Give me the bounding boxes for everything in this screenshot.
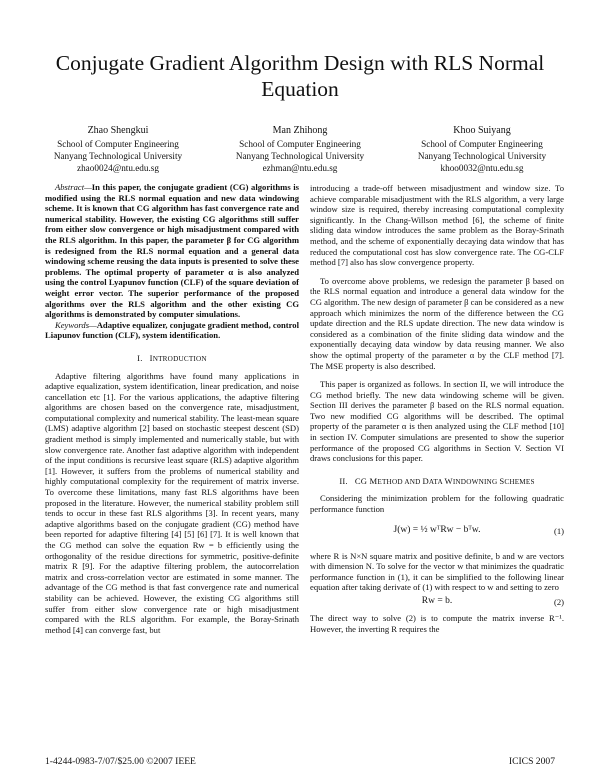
equation-2-body: Rw = b. (421, 596, 453, 606)
equation-2 (310, 596, 564, 610)
equation-1 (310, 521, 564, 547)
author-univ: Nanyang Technological University (417, 151, 547, 161)
abstract-text: In this paper, the conjugate gradient (CG) algorithms is modified using the RLS normal equation and new data windowing scheme. It is known that CG algorithm has fast convergence rate and numerical stability. However, the existing CG algorithms still suffer from either slow convergence or high misadjustment compared with the RLS algorithm. In this paper, the parameter β for CG algorithm is redesigned from the RLS normal equation and a general data windowing scheme reusing the data inputs is presented to solve these problems. The optimal property of parameter α is also analyzed using the control Lyapunov function (CLF) of the square deviation of weight error vector. The superior performance of the proposed algorithms over the RLS algorithm and the other existing CG algorithms is demonstrated by computer simulations. (45, 182, 299, 320)
intro-paragraph-2: introducing a trade-off between misadjustment and window size. To achieve comparable misadjustment with the RLS algorithm, a very large window size is required, thereby increasing computational complexity significantly. In the Chang-Willson method [6], the scheme of finite sliding data window introduces the same problem as the Boray-Srinath method, and the scheme of exponentially decaying data window that has reduced the computational cost has slow convergence rate. The CG-CLF method [7] also has slow convergence property. (310, 183, 564, 268)
cg-paragraph-1: Considering the minimization problem for the following quadratic performance function (310, 493, 564, 515)
intro-paragraph-1: Adaptive filtering algorithms have found many applications in adaptive equalization, system identification, linear predication, and noise cancellation etc [1]. For the various applications, the adaptive filtering algorithms are chosen based on the convergence rate, misadjustment, computational complexity and numerical stability. The least-mean square (LMS) adaptive algorithm [2] based on stochastic steepest descent (SD) gradient method is simply implemented and numerically stable, but with slow convergence rate. Another fast adaptive algorithm with independent of the input conditions is recursive least square (RLS) adaptive algorithm [1]. However, it suffers from the problems of numerical stability and highly computational complexity for the requirement of matrix inverse. To overcome these limitations, many fast RLS algorithms have been proposed in the literature. However, the numerical stability problem still tends to occur in these fast RLS algorithms [3]. In recent years, many adaptive algorithms based on the conjugate gradient (CG) method have been reported for adaptive filtering [4] [5] [6] [7]. It is well known that the CG method can solve the equation Rw = b efficiently using the orthogonality of the residue directions for symmetric, positive-definite matrix R [9]. For the adaptive filtering problem, the autocorrelation matrix and cross-correlation vector are estimated in some manner. The advantage of the CG method is that fast convergence rate and numerical stability can be achieved. However, the existing CG algorithms still suffer from either slow convergence rate or high misadjustment compared with the RLS algorithm. For example, the Boray-Srinath method [4] can converge fast, but (45, 370, 299, 635)
footer-conference: ICICS 2007 (508, 756, 555, 767)
equation-2-number: (2) (553, 597, 564, 607)
author-3 (392, 125, 572, 174)
author-dept: School of Computer Engineering (421, 139, 543, 149)
intro-paragraph-3: To overcome above problems, we redesign the parameter β based on the RLS normal equation and introduce a general data window for the CG algorithm. The new design of parameter β can be considered as a new approach which minimizes the norm of the difference between the CG update direction and the RLS update direction. The new data window is considered as a combination of the finite sliding data window and the exponentially decaying data window by data reusing manner. We also show the optimal property of the parameter α by the CLF method [7]. The MSE property is also described. (310, 275, 564, 371)
section-heading-introduction: I. INTRODUCTION (137, 352, 207, 363)
author-2 (210, 125, 390, 174)
abstract (45, 182, 299, 320)
author-block (28, 125, 572, 174)
cg-paragraph-3: The direct way to solve (2) is to compute the matrix inverse R⁻¹. However, the inverting R requires the (310, 613, 564, 634)
author-name: Zhao Shengkui (87, 125, 149, 136)
author-univ: Nanyang Technological University (235, 151, 365, 161)
author-name: Khoo Suiyang (453, 125, 511, 136)
intro-paragraph-4: This paper is organized as follows. In section II, we will introduce the CG method briefly. The new data windowing scheme will be given. Section III derives the parameter β based on the RLS normal equation. Two new modified CG algorithms will be described. The optimal property of the parameter α is then analyzed using the CLF method [10] in section IV. Computer simulations are presented to show the superior performance of the proposed CG algorithms in Section V. Section VI draws conclusions for this paper. (310, 379, 564, 464)
abstract-label: Abstract— (55, 182, 92, 192)
author-1 (28, 125, 208, 174)
keywords-text: Adaptive equalizer, conjugate gradient method, control Liapunov function (CLF), system identification. (45, 319, 299, 341)
author-dept: School of Computer Engineering (57, 139, 179, 149)
author-name: Man Zhihong (272, 125, 328, 136)
paper-title: Conjugate Gradient Algorithm Design with RLS Normal Equation (55, 51, 545, 101)
author-email: zhao0024@ntu.edu.sg (77, 163, 159, 173)
keywords-label: Keywords— (55, 319, 97, 330)
equation-1-number: (1) (553, 525, 564, 536)
section-heading-cg-method: II. CG METHOD AND DATA WINDOWNING SCHEMES (339, 475, 535, 486)
author-dept: School of Computer Engineering (239, 139, 361, 149)
author-email: ezhman@ntu.edu.sg (262, 163, 338, 173)
left-column (45, 182, 299, 635)
author-email: khoo0032@ntu.edu.sg (440, 163, 524, 173)
footer-copyright: 1-4244-0983-7/07/$25.00 ©2007 IEEE (45, 756, 196, 767)
equation-1-body: J(w) = ½ wᵀRw − bᵀw. (393, 524, 481, 535)
author-univ: Nanyang Technological University (53, 151, 183, 161)
right-column (310, 183, 564, 634)
cg-paragraph-2: where R is N×N square matrix and positive definite, b and w are vectors with dimension N. To solve for the vector w that minimizes the quadratic performance function in (1), it can be simplified to the following linear equation after taking derivate of (1) with respect to w and setting to zero (310, 550, 564, 593)
keywords (45, 320, 299, 341)
